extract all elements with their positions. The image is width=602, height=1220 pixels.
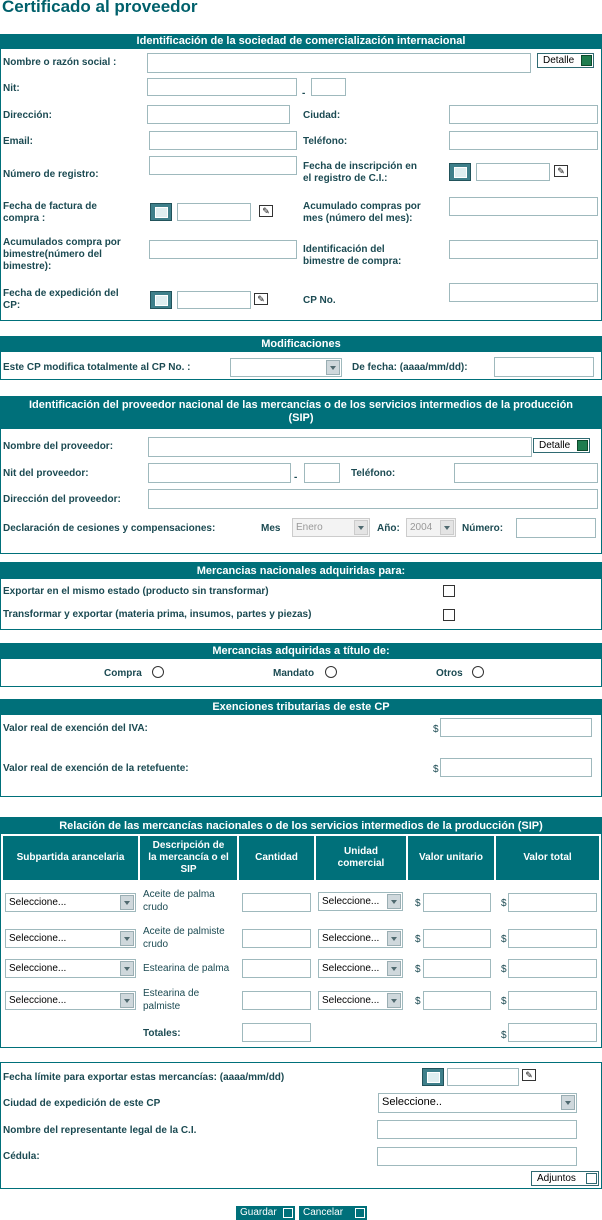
unidad-select[interactable]: Seleccione... bbox=[318, 991, 403, 1010]
cesiones-label: Declaración de cesiones y compensaciones: bbox=[3, 523, 216, 534]
cantidad-input[interactable] bbox=[242, 893, 311, 912]
mandato-label: Mandato bbox=[273, 668, 315, 679]
acumulado-bimestre-label: Acumulados compra por bimestre(número del bimestre): bbox=[3, 237, 121, 272]
fecha-expedicion-label: Fecha de expedición del CP: bbox=[3, 288, 119, 311]
nit-separator: - bbox=[294, 472, 298, 483]
save-icon bbox=[283, 1208, 293, 1218]
unidad-select[interactable]: Seleccione... bbox=[318, 892, 403, 911]
valor-total-input[interactable] bbox=[508, 991, 597, 1010]
currency-symbol: $ bbox=[433, 764, 439, 775]
valor-unitario-input[interactable] bbox=[423, 959, 491, 978]
totales-valor-input[interactable] bbox=[508, 1023, 597, 1042]
currency-symbol: $ bbox=[501, 996, 507, 1007]
mandato-radio[interactable] bbox=[325, 666, 337, 678]
nit-proveedor-input[interactable] bbox=[148, 463, 291, 483]
fecha-limite-input[interactable] bbox=[447, 1068, 519, 1086]
descripcion-text: Estearina de palma bbox=[143, 963, 230, 974]
acumulado-mes-label: Acumulado compras por mes (número del mes): bbox=[303, 201, 421, 224]
detalle-label: Detalle bbox=[539, 440, 571, 451]
valor-total-input[interactable] bbox=[508, 959, 597, 978]
mes-select[interactable]: Enero bbox=[292, 518, 370, 537]
chevron-down-icon bbox=[387, 931, 401, 946]
cp-no-label: CP No. bbox=[303, 295, 336, 306]
fecha-expedicion-input[interactable] bbox=[177, 291, 251, 309]
numero-input[interactable] bbox=[516, 518, 596, 538]
detalle-button[interactable] bbox=[537, 53, 594, 68]
currency-symbol: $ bbox=[433, 724, 439, 735]
section-header: Mercancias adquiridas a título de: bbox=[1, 644, 601, 659]
anio-label: Año: bbox=[377, 523, 400, 534]
close-icon bbox=[355, 1208, 365, 1218]
fecha-limite-label: Fecha límite para exportar estas mercancías: (aaaa/mm/dd) bbox=[3, 1072, 285, 1083]
num-registro-input[interactable] bbox=[149, 156, 297, 175]
cedula-label: Cédula: bbox=[3, 1151, 40, 1162]
iva-input[interactable] bbox=[440, 718, 592, 737]
page-title: Certificado al proveedor bbox=[2, 0, 198, 16]
detalle-label: Detalle bbox=[543, 55, 575, 66]
section-mercancias-para bbox=[0, 562, 602, 630]
cantidad-input[interactable] bbox=[242, 959, 311, 978]
section-identificacion-sociedad bbox=[0, 34, 602, 321]
acumulado-bimestre-input[interactable] bbox=[149, 240, 297, 259]
transformar-exportar-checkbox[interactable] bbox=[443, 609, 455, 621]
direccion-label: Dirección: bbox=[3, 110, 52, 121]
currency-symbol: $ bbox=[415, 898, 421, 909]
retefuente-label: Valor real de exención de la retefuente: bbox=[3, 763, 189, 774]
fecha-inscripcion-label: Fecha de inscripción en el registro de C.I.: bbox=[303, 161, 417, 184]
retefuente-input[interactable] bbox=[440, 758, 592, 777]
guardar-button[interactable] bbox=[236, 1206, 295, 1220]
col-descripcion: Descripción de la mercancía o el SIP bbox=[140, 836, 237, 880]
de-fecha-label: De fecha: (aaaa/mm/dd): bbox=[352, 362, 468, 373]
adjuntos-label: Adjuntos bbox=[537, 1173, 576, 1184]
num-registro-label: Número de registro: bbox=[3, 169, 99, 180]
acumulado-mes-input[interactable] bbox=[449, 197, 598, 216]
chevron-down-icon bbox=[326, 360, 340, 375]
cedula-input[interactable] bbox=[377, 1147, 577, 1166]
clear-date-icon[interactable]: ✎ bbox=[254, 293, 268, 305]
nombre-label: Nombre o razón social : bbox=[3, 57, 117, 68]
chevron-down-icon bbox=[440, 520, 454, 535]
adjuntos-button[interactable] bbox=[531, 1171, 599, 1186]
col-valor-total: Valor total bbox=[496, 836, 599, 880]
nombre-proveedor-input[interactable] bbox=[148, 437, 532, 457]
section-header: Relación de las mercancías nacionales o de los servicios intermedios de la producción (SIP) bbox=[1, 818, 601, 834]
descripcion-text: Aceite de palma crudo bbox=[143, 889, 215, 913]
iva-label: Valor real de exención del IVA: bbox=[3, 723, 148, 734]
chevron-down-icon bbox=[387, 894, 401, 909]
de-fecha-input[interactable] bbox=[494, 357, 594, 377]
subpartida-select[interactable]: Seleccione... bbox=[5, 929, 136, 948]
id-bimestre-label: Identificación del bimestre de compra: bbox=[303, 244, 402, 267]
id-bimestre-input[interactable] bbox=[449, 240, 598, 259]
chevron-down-icon bbox=[120, 931, 134, 946]
telefono-proveedor-input[interactable] bbox=[454, 463, 598, 483]
detalle-proveedor-button[interactable] bbox=[533, 438, 590, 453]
currency-symbol: $ bbox=[501, 934, 507, 945]
unidad-select[interactable]: Seleccione... bbox=[318, 929, 403, 948]
currency-symbol: $ bbox=[415, 996, 421, 1007]
cancelar-button[interactable] bbox=[299, 1206, 367, 1220]
section-titulo bbox=[0, 643, 602, 687]
cp-modifica-select[interactable] bbox=[230, 358, 342, 377]
ciudad-input[interactable] bbox=[449, 105, 598, 124]
nit-separator: - bbox=[302, 88, 306, 99]
chevron-down-icon bbox=[120, 961, 134, 976]
calendar-icon[interactable] bbox=[449, 163, 471, 181]
transformar-exportar-label: Transformar y exportar (materia prima, insumos, partes y piezas) bbox=[3, 609, 312, 620]
modifica-label: Este CP modifica totalmente al CP No. : bbox=[3, 362, 191, 373]
cp-no-input[interactable] bbox=[449, 283, 598, 302]
nombre-input[interactable] bbox=[147, 53, 531, 73]
otros-radio[interactable] bbox=[472, 666, 484, 678]
compra-label: Compra bbox=[104, 668, 142, 679]
currency-symbol: $ bbox=[415, 934, 421, 945]
clear-date-icon[interactable]: ✎ bbox=[259, 205, 273, 217]
detail-icon bbox=[577, 440, 588, 451]
section-proveedor bbox=[0, 396, 602, 554]
currency-symbol: $ bbox=[415, 964, 421, 975]
valor-total-input[interactable] bbox=[508, 893, 597, 912]
nit-proveedor-label: Nit del proveedor: bbox=[3, 468, 89, 479]
compra-radio[interactable] bbox=[152, 666, 164, 678]
chevron-down-icon bbox=[120, 895, 134, 910]
clear-date-icon[interactable]: ✎ bbox=[554, 165, 568, 177]
email-label: Email: bbox=[3, 136, 34, 147]
subpartida-select[interactable]: Seleccione... bbox=[5, 959, 136, 978]
ciudad-expedicion-label: Ciudad de expedición de este CP bbox=[3, 1098, 161, 1109]
nombre-proveedor-label: Nombre del proveedor: bbox=[3, 441, 114, 452]
detail-icon bbox=[581, 55, 592, 66]
exportar-mismo-estado-checkbox[interactable] bbox=[443, 585, 455, 597]
chevron-down-icon bbox=[561, 1095, 575, 1110]
valor-unitario-input[interactable] bbox=[423, 991, 491, 1010]
otros-label: Otros bbox=[436, 668, 463, 679]
fecha-inscripcion-input[interactable] bbox=[476, 163, 550, 181]
col-unidad: Unidad comercial bbox=[316, 836, 406, 880]
currency-symbol: $ bbox=[501, 1030, 507, 1041]
nit-label: Nit: bbox=[3, 83, 20, 94]
telefono-input[interactable] bbox=[449, 131, 598, 150]
mes-label: Mes bbox=[261, 523, 281, 534]
section-header: Identificación de la sociedad de comercialización internacional bbox=[1, 35, 601, 49]
currency-symbol: $ bbox=[501, 898, 507, 909]
chevron-down-icon bbox=[120, 993, 134, 1008]
fecha-factura-input[interactable] bbox=[177, 203, 251, 221]
calendar-icon[interactable] bbox=[150, 291, 172, 309]
nit-proveedor-dv-input[interactable] bbox=[304, 463, 340, 483]
section-exenciones bbox=[0, 699, 602, 797]
col-cantidad: Cantidad bbox=[239, 836, 314, 880]
telefono-proveedor-label: Teléfono: bbox=[351, 468, 396, 479]
nit-input[interactable] bbox=[147, 78, 297, 96]
calendar-icon[interactable] bbox=[150, 203, 172, 221]
anio-select[interactable]: 2004 bbox=[406, 518, 456, 537]
descripcion-text: Estearina de palmiste bbox=[143, 988, 200, 1012]
calendar-icon[interactable] bbox=[422, 1068, 444, 1086]
fecha-factura-label: Fecha de factura de compra : bbox=[3, 201, 97, 224]
unidad-select[interactable]: Seleccione... bbox=[318, 959, 403, 978]
col-valor-unitario: Valor unitario bbox=[408, 836, 494, 880]
ciudad-label: Ciudad: bbox=[303, 110, 341, 121]
currency-symbol: $ bbox=[501, 964, 507, 975]
guardar-label: Guardar bbox=[240, 1207, 277, 1218]
direccion-input[interactable] bbox=[147, 105, 290, 124]
valor-unitario-input[interactable] bbox=[423, 929, 491, 948]
descripcion-text: Aceite de palmiste crudo bbox=[143, 926, 225, 950]
chevron-down-icon bbox=[354, 520, 368, 535]
clear-date-icon[interactable]: ✎ bbox=[522, 1069, 536, 1081]
telefono-label: Teléfono: bbox=[303, 136, 348, 147]
representante-input[interactable] bbox=[377, 1120, 577, 1139]
subpartida-select[interactable]: Seleccione... bbox=[5, 893, 136, 912]
attachment-icon bbox=[586, 1173, 597, 1184]
section-header: Mercancias nacionales adquiridas para: bbox=[1, 563, 601, 579]
section-header: Exenciones tributarias de este CP bbox=[1, 700, 601, 715]
section-final bbox=[0, 1062, 602, 1189]
section-relacion-mercancias bbox=[0, 817, 602, 1048]
cantidad-input[interactable] bbox=[242, 929, 311, 948]
email-input[interactable] bbox=[149, 131, 297, 150]
valor-unitario-input[interactable] bbox=[423, 893, 491, 912]
exportar-mismo-estado-label: Exportar en el mismo estado (producto sin transformar) bbox=[3, 586, 269, 597]
ciudad-expedicion-select[interactable]: Seleccione.. bbox=[378, 1093, 577, 1113]
section-header: Identificación del proveedor nacional de las mercancías o de los servicios intermedios de la producción (SIP) bbox=[1, 397, 601, 429]
col-subpartida: Subpartida arancelaria bbox=[3, 836, 138, 880]
nit-dv-input[interactable] bbox=[311, 78, 346, 96]
chevron-down-icon bbox=[387, 993, 401, 1008]
chevron-down-icon bbox=[387, 961, 401, 976]
section-modificaciones bbox=[0, 336, 602, 380]
totales-label: Totales: bbox=[143, 1028, 181, 1039]
cantidad-input[interactable] bbox=[242, 991, 311, 1010]
subpartida-select[interactable]: Seleccione... bbox=[5, 991, 136, 1010]
direccion-proveedor-input[interactable] bbox=[148, 489, 598, 509]
cancelar-label: Cancelar bbox=[303, 1207, 344, 1218]
direccion-proveedor-label: Dirección del proveedor: bbox=[3, 494, 121, 505]
valor-total-input[interactable] bbox=[508, 929, 597, 948]
section-header: Modificaciones bbox=[1, 337, 601, 352]
totales-cantidad-input[interactable] bbox=[242, 1023, 311, 1042]
representante-label: Nombre del representante legal de la C.I. bbox=[3, 1125, 197, 1136]
numero-label: Número: bbox=[462, 523, 504, 534]
